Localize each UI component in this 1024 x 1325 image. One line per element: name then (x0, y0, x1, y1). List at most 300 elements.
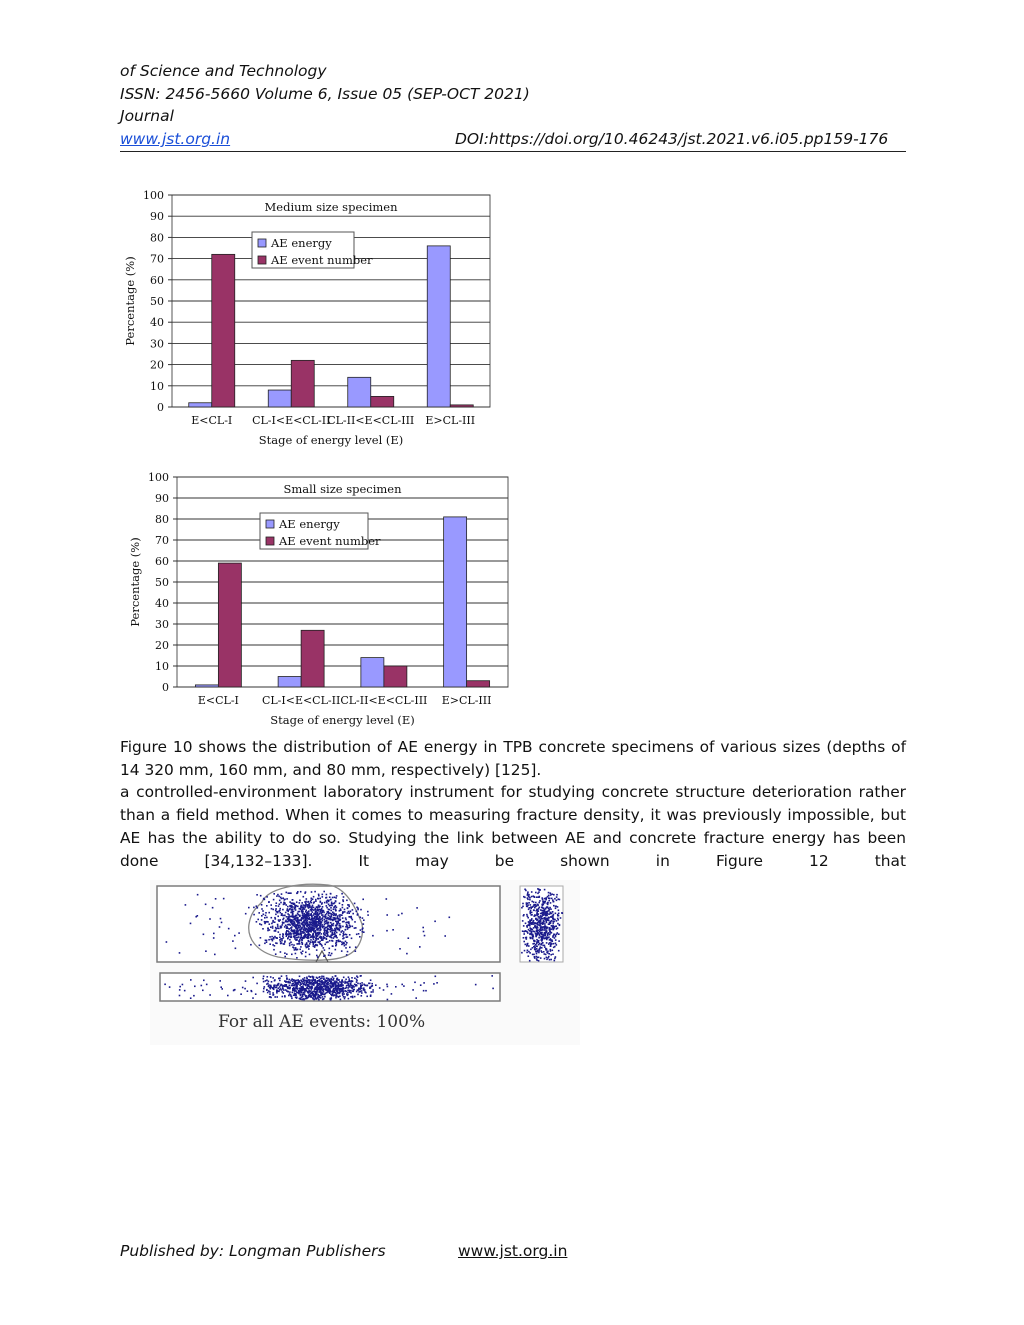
ae-dot (286, 953, 288, 955)
ae-dot (293, 988, 295, 990)
ae-dot (335, 988, 337, 990)
ae-dot (540, 946, 542, 948)
ae-dot (345, 947, 347, 949)
issn-line: ISSN: 2456-5660 Volume 6, Issue 05 (SEP-OCT 2021) (120, 85, 530, 103)
ae-dot (290, 892, 292, 894)
ae-dot (548, 919, 550, 921)
ae-dot (305, 989, 307, 991)
ae-dot (282, 987, 284, 989)
ae-dot (339, 903, 341, 905)
ae-dot (279, 980, 281, 982)
ae-dot (291, 979, 293, 981)
ae-dot (203, 980, 205, 982)
ae-dot (527, 904, 529, 906)
ae-dot (336, 986, 338, 988)
ae-dot (300, 891, 302, 893)
ae-dot (341, 950, 343, 952)
ae-dot (290, 916, 292, 918)
ae-dot (317, 910, 319, 912)
ae-dot (299, 989, 301, 991)
ae-dot (303, 915, 305, 917)
ae-dot (312, 934, 314, 936)
ae-dot (551, 893, 553, 895)
ae-dot (343, 993, 345, 995)
ae-dot (536, 920, 538, 922)
ae-dot (245, 913, 247, 915)
ae-dot (326, 977, 328, 979)
ae-dot (525, 923, 527, 925)
ae-dot (533, 901, 535, 903)
ae-dot (344, 945, 346, 947)
ae-dot (250, 990, 252, 992)
ae-dot (284, 980, 286, 982)
ae-dot (557, 919, 559, 921)
ae-dot (371, 983, 373, 985)
ae-dot (354, 977, 356, 979)
ae-dot (296, 901, 298, 903)
ae-dot (308, 948, 310, 950)
ae-dot (357, 913, 359, 915)
ae-dot (346, 942, 348, 944)
footer-publisher: Published by: Longman Publishers (120, 1242, 386, 1260)
ae-dot (287, 986, 289, 988)
ae-dot (333, 907, 335, 909)
ae-dot (336, 907, 338, 909)
ae-dot (326, 907, 328, 909)
ae-dot (527, 893, 529, 895)
ae-dot (347, 907, 349, 909)
ae-dot (276, 987, 278, 989)
ae-dot (338, 929, 340, 931)
ae-dot (295, 915, 297, 917)
ae-dot (274, 921, 276, 923)
ae-dot (341, 944, 343, 946)
ae-dot (549, 929, 551, 931)
ae-dot (307, 923, 309, 925)
ae-dot (321, 944, 323, 946)
ae-dot (213, 937, 215, 939)
ae-dot (544, 902, 546, 904)
ae-dot (338, 979, 340, 981)
ae-dot (310, 995, 312, 997)
ae-dot (311, 985, 313, 987)
ae-dot (330, 922, 332, 924)
ae-dot (550, 945, 552, 947)
ae-dot (310, 929, 312, 931)
ae-dot (311, 891, 313, 893)
ae-dot (333, 909, 335, 911)
header-website-link[interactable]: www.jst.org.in (120, 130, 231, 148)
ae-dot (289, 920, 291, 922)
ae-dot (276, 902, 278, 904)
ae-dot (253, 914, 255, 916)
ae-dot (538, 916, 540, 918)
ae-dot (278, 919, 280, 921)
x-axis-label: Stage of energy level (E) (258, 433, 404, 447)
ae-dot (538, 960, 540, 962)
ae-dot (361, 988, 363, 990)
ae-dot (264, 986, 266, 988)
ae-dot (284, 995, 286, 997)
ae-dot (419, 946, 421, 948)
ae-dot (203, 934, 205, 936)
ae-dot (552, 911, 554, 913)
ae-dot (289, 909, 291, 911)
ae-dot (298, 941, 300, 943)
ae-dot (557, 906, 559, 908)
ae-dot (527, 906, 529, 908)
ae-dot (540, 925, 542, 927)
ae-dot (316, 916, 318, 918)
ae-dot (360, 987, 362, 989)
ae-dot (537, 922, 539, 924)
footer-website-link[interactable]: www.jst.org.in (458, 1242, 568, 1260)
ae-dot (534, 922, 536, 924)
ae-dot (286, 927, 288, 929)
ae-dot (305, 914, 307, 916)
ae-dot (352, 909, 354, 911)
ae-dot (277, 984, 279, 986)
ae-dot (522, 903, 524, 905)
ae-dot (329, 948, 331, 950)
ae-dot (355, 985, 357, 987)
ae-dot (286, 935, 288, 937)
ae-dot (267, 976, 269, 978)
ae-dot (545, 915, 547, 917)
ae-dot (328, 914, 330, 916)
ae-dot (263, 914, 265, 916)
ae-dot (278, 896, 280, 898)
ae-dot (340, 927, 342, 929)
ae-dot (331, 903, 333, 905)
ae-dot (312, 980, 314, 982)
ae-dot (221, 922, 223, 924)
ae-dot (346, 900, 348, 902)
ae-dot (315, 899, 317, 901)
ae-dot (310, 976, 312, 978)
ae-dot (292, 985, 294, 987)
ae-dot (268, 901, 270, 903)
ae-dot (302, 986, 304, 988)
ae-dot (328, 904, 330, 906)
ae-dot (537, 932, 539, 934)
ae-dot (320, 988, 322, 990)
ae-dot (274, 985, 276, 987)
ae-dot (533, 904, 535, 906)
ae-dot (341, 914, 343, 916)
ae-dot (365, 992, 367, 994)
ae-dot (286, 916, 288, 918)
ae-dot (345, 917, 347, 919)
ae-dot (543, 921, 545, 923)
ae-dot (269, 996, 271, 998)
ae-dot (271, 938, 273, 940)
ae-dot (538, 908, 540, 910)
ae-dot (215, 898, 217, 900)
ae-dot (312, 911, 314, 913)
ae-dot (322, 918, 324, 920)
ae-dot (343, 896, 345, 898)
ae-dot (324, 916, 326, 918)
ae-dot (324, 955, 326, 957)
ae-dot (289, 924, 291, 926)
ae-dot (556, 896, 558, 898)
ae-dot (559, 899, 561, 901)
ae-dot (282, 922, 284, 924)
ae-dot (311, 899, 313, 901)
ae-dot (320, 978, 322, 980)
bar (301, 630, 324, 687)
ae-dot (299, 927, 301, 929)
ae-dot (398, 914, 400, 916)
ae-dot (323, 994, 325, 996)
x-tick-label: CL-II<E<CL-III (327, 414, 415, 427)
ae-dot (313, 907, 315, 909)
ae-dot (326, 942, 328, 944)
ae-dot (538, 929, 540, 931)
ae-dot (266, 989, 268, 991)
ae-dot (536, 927, 538, 929)
ae-dot (282, 935, 284, 937)
ae-dot (339, 985, 341, 987)
ae-dot (425, 990, 427, 992)
ae-dot (555, 943, 557, 945)
ae-dot (260, 895, 262, 897)
ae-dot (533, 946, 535, 948)
ae-dot (306, 917, 308, 919)
ae-dot (357, 976, 359, 978)
ae-dot (320, 991, 322, 993)
ae-dot (326, 902, 328, 904)
ae-dot (530, 904, 532, 906)
ae-dot (339, 992, 341, 994)
ae-dot (555, 906, 557, 908)
ae-dot (537, 950, 539, 952)
ae-dot (372, 935, 374, 937)
ae-dot (233, 990, 235, 992)
ae-dot (320, 992, 322, 994)
ae-dot (315, 941, 317, 943)
ae-dot (313, 896, 315, 898)
ae-dot (555, 913, 557, 915)
ae-dot (366, 996, 368, 998)
ae-dot (347, 951, 349, 953)
ae-dot (345, 929, 347, 931)
ae-dot (306, 947, 308, 949)
ae-dot (530, 910, 532, 912)
ae-dot (330, 925, 332, 927)
ae-dot (342, 907, 344, 909)
ae-dot (552, 899, 554, 901)
ae-dot (352, 913, 354, 915)
ae-dot (337, 918, 339, 920)
ae-dot (317, 980, 319, 982)
ae-dot (533, 940, 535, 942)
ae-dot (272, 977, 274, 979)
ae-dot (323, 910, 325, 912)
ae-figure-caption: For all AE events: 100% (218, 1012, 426, 1032)
ae-dot (289, 905, 291, 907)
ae-dot (534, 957, 536, 959)
ae-dot (545, 954, 547, 956)
ae-dot (553, 905, 555, 907)
ae-dot (328, 954, 330, 956)
ae-dot (527, 891, 529, 893)
ae-dot (532, 929, 534, 931)
ae-dot (359, 917, 361, 919)
ae-dot (272, 992, 274, 994)
x-tick-label: CL-II<E<CL-III (340, 694, 428, 707)
ae-dot (317, 915, 319, 917)
ae-dot (542, 923, 544, 925)
ae-dot (303, 993, 305, 995)
ae-dot (320, 933, 322, 935)
ae-dot (282, 933, 284, 935)
ae-dot (528, 945, 530, 947)
ae-dot (347, 995, 349, 997)
ae-dot (322, 896, 324, 898)
ae-dot (329, 988, 331, 990)
ae-dot (305, 956, 307, 958)
ae-dot (346, 922, 348, 924)
ae-dot (526, 904, 528, 906)
ae-dot (272, 921, 274, 923)
ae-dot (297, 914, 299, 916)
ae-dot (348, 978, 350, 980)
ae-dot (309, 924, 311, 926)
ae-dot (268, 981, 270, 983)
ae-dot (370, 979, 372, 981)
ae-dot (358, 933, 360, 935)
ae-dot (284, 941, 286, 943)
ae-dot (290, 995, 292, 997)
ae-dot (288, 936, 290, 938)
ae-dot (326, 938, 328, 940)
ae-dot (556, 900, 558, 902)
ae-dot (521, 907, 523, 909)
ae-dot (329, 940, 331, 942)
ae-dot (386, 914, 388, 916)
ae-dot (318, 906, 320, 908)
bar (384, 666, 407, 687)
ae-dot (347, 904, 349, 906)
ae-dot (296, 925, 298, 927)
ae-dot (309, 943, 311, 945)
ae-dot (288, 995, 290, 997)
ae-dot (542, 912, 544, 914)
ae-dot (527, 899, 529, 901)
ae-dot (544, 958, 546, 960)
ae-dot (289, 933, 291, 935)
ae-dot (305, 944, 307, 946)
ae-dot (280, 951, 282, 953)
ae-dot (549, 907, 551, 909)
ae-dot (546, 936, 548, 938)
ae-dot (284, 915, 286, 917)
ae-dot (311, 936, 313, 938)
ae-dot (323, 947, 325, 949)
ae-dot (541, 897, 543, 899)
bar (427, 246, 450, 407)
ae-dot (313, 921, 315, 923)
ae-dot (324, 928, 326, 930)
ae-dot (301, 902, 303, 904)
ae-dot (304, 991, 306, 993)
ae-dot (550, 954, 552, 956)
ae-dot (554, 937, 556, 939)
ae-dot (412, 989, 414, 991)
ae-dot (282, 897, 284, 899)
ae-dot (281, 975, 283, 977)
ae-dot (269, 923, 271, 925)
ae-dot (274, 979, 276, 981)
y-tick-label: 10 (150, 379, 164, 393)
ae-dot (333, 934, 335, 936)
ae-dot (343, 921, 345, 923)
ae-dot (275, 942, 277, 944)
ae-dot (531, 918, 533, 920)
ae-dot (529, 911, 531, 913)
ae-dot (360, 975, 362, 977)
ae-dot (332, 979, 334, 981)
ae-dot (330, 955, 332, 957)
ae-dot (326, 983, 328, 985)
ae-dot (372, 989, 374, 991)
ae-dot (416, 907, 418, 909)
ae-dot (306, 931, 308, 933)
ae-dot (361, 985, 363, 987)
ae-dot (311, 982, 313, 984)
ae-dot (526, 902, 528, 904)
ae-dot (545, 927, 547, 929)
ae-dot (271, 908, 273, 910)
ae-dot (557, 918, 559, 920)
ae-dot (322, 906, 324, 908)
ae-dot (346, 925, 348, 927)
ae-dot (275, 914, 277, 916)
ae-dot (361, 982, 363, 984)
ae-dot (315, 912, 317, 914)
ae-dot (334, 932, 336, 934)
ae-dot (544, 889, 546, 891)
ae-dot (545, 913, 547, 915)
ae-dot (351, 985, 353, 987)
legend-swatch (266, 537, 274, 545)
ae-dot (293, 915, 295, 917)
ae-dot (333, 937, 335, 939)
ae-dot (264, 943, 266, 945)
ae-dot (535, 944, 537, 946)
ae-dot (349, 990, 351, 992)
ae-dot (263, 976, 265, 978)
ae-dot (371, 991, 373, 993)
ae-dot (277, 916, 279, 918)
ae-dot (535, 951, 537, 953)
ae-dot (538, 902, 540, 904)
ae-dot (341, 990, 343, 992)
ae-dot (219, 926, 221, 928)
ae-dot (252, 997, 254, 999)
ae-dot (531, 906, 533, 908)
y-axis-label: Percentage (%) (123, 256, 137, 346)
ae-dot (347, 985, 349, 987)
ae-dot (260, 937, 262, 939)
ae-dot (306, 977, 308, 979)
ae-dot (315, 930, 317, 932)
ae-dot (538, 957, 540, 959)
ae-dot (354, 903, 356, 905)
ae-dot (263, 988, 265, 990)
